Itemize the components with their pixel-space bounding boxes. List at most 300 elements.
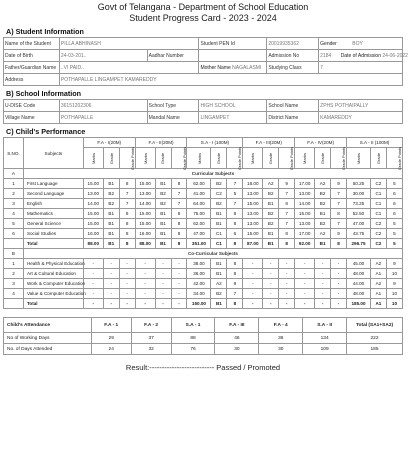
score-cell: B2: [263, 219, 279, 229]
score-cell: 8: [227, 299, 243, 309]
score-cell: 15.00: [243, 229, 263, 239]
cocurricular-header-title: Co-Curricular Subjects: [23, 249, 402, 259]
score-cell: B1: [211, 209, 227, 219]
score-cell: -: [83, 269, 103, 279]
performance-title: C) Child's Performance: [6, 127, 86, 136]
score-cell: -: [243, 269, 263, 279]
subheader-grade-points-text: Grade Points: [237, 146, 243, 170]
udise-label: U-DISE Code: [4, 100, 60, 112]
score-cell: A2: [211, 279, 227, 289]
assessment-header-fa3: F.A - III(20M): [243, 138, 295, 148]
father-label: Father/Guardian Name: [4, 62, 60, 74]
score-cell: 7: [119, 199, 135, 209]
score-cell: 50.25: [347, 179, 371, 189]
score-cell: 5: [386, 229, 402, 239]
score-cell: 52.50: [347, 209, 371, 219]
score-cell: 13.00: [243, 189, 263, 199]
doa-value: 24-06-2022: [382, 52, 408, 59]
row-sno: 6: [4, 229, 24, 239]
score-cell: B2: [103, 189, 119, 199]
score-cell: 9: [227, 279, 243, 289]
attendance-header: F.A - 1: [91, 318, 131, 333]
curricular-header-letter: A: [4, 169, 24, 179]
attendance-header: F.A - 4: [259, 318, 303, 333]
pen-label: Student PEN Id: [199, 38, 267, 50]
score-cell: -: [279, 289, 295, 299]
table-row: [4, 259, 403, 269]
progress-card: [3, 2, 408, 372]
table-row: [4, 289, 403, 299]
score-cell: -: [171, 259, 187, 269]
total-sno: [4, 239, 24, 249]
table-row: [4, 209, 403, 219]
score-cell: 9: [386, 279, 402, 289]
score-cell: 13.00: [243, 209, 263, 219]
curricular-total-row: [4, 239, 403, 249]
score-cell: 73.25: [347, 199, 371, 209]
attendance-value: 37: [131, 333, 171, 344]
attendance-header: F.A - 2: [131, 318, 171, 333]
row-sno: 4: [4, 289, 24, 299]
score-cell: -: [315, 279, 331, 289]
assessment-header-sa2: S.A - II (100M): [347, 138, 403, 148]
village-value: POTHAPALLE: [59, 112, 147, 124]
score-cell: 5: [386, 179, 402, 189]
score-cell: 15.00: [135, 209, 155, 219]
row-sno: 1: [4, 179, 24, 189]
gender-label: Gender: [320, 40, 337, 47]
attendance-value: 46: [215, 333, 259, 344]
score-cell: 10: [386, 269, 402, 279]
score-cell: 7: [119, 189, 135, 199]
attendance-table: [3, 317, 403, 355]
subheader-grade-points-text: Grade Points: [129, 146, 135, 170]
attendance-row-label: No of Working Days: [4, 333, 92, 344]
mother-value: NAGALASMI: [232, 64, 262, 71]
score-cell: 13.00: [243, 219, 263, 229]
score-cell: 8: [279, 239, 295, 249]
admission-value: 2184: [320, 52, 332, 59]
score-cell: B2: [211, 289, 227, 299]
header: [3, 2, 403, 24]
score-cell: 7: [331, 189, 347, 199]
score-cell: -: [279, 299, 295, 309]
table-row: [4, 279, 403, 289]
score-cell: 75.00: [187, 209, 211, 219]
score-cell: -: [135, 269, 155, 279]
score-cell: B1: [263, 199, 279, 209]
score-cell: -: [331, 259, 347, 269]
attendance-value: 109: [303, 344, 347, 355]
score-cell: -: [135, 289, 155, 299]
subheader-grade: [211, 148, 227, 169]
total-label: Total: [23, 239, 83, 249]
row-subject: General Science: [23, 219, 83, 229]
score-cell: 13.00: [135, 189, 155, 199]
score-cell: 5: [386, 239, 402, 249]
score-cell: 5: [227, 189, 243, 199]
score-cell: 10: [386, 289, 402, 299]
score-cell: 14.00: [135, 199, 155, 209]
score-cell: 62.00: [187, 219, 211, 229]
score-cell: A2: [315, 229, 331, 239]
pen-value: 20019935362: [267, 38, 319, 50]
dob-value: 24-03-201..: [60, 52, 87, 59]
admission-cell: [319, 50, 408, 62]
mother-cell: [199, 62, 267, 74]
score-cell: C1: [370, 199, 386, 209]
score-cell: C2: [211, 189, 227, 199]
score-cell: A2: [370, 259, 386, 269]
score-cell: B2: [211, 199, 227, 209]
school-name-value: ZPHS POTHAIPALLY: [319, 100, 403, 112]
assessment-header-fa2: F.A - II(20M): [135, 138, 187, 148]
cocurricular-header: [4, 249, 403, 259]
score-cell: B2: [315, 199, 331, 209]
score-cell: -: [83, 259, 103, 269]
score-cell: 7: [227, 179, 243, 189]
score-cell: -: [155, 259, 171, 269]
score-cell: 15.00: [135, 179, 155, 189]
address-value: POTHAPALLE LINGAMPET KAMAREDDY: [59, 74, 402, 86]
score-cell: 7: [331, 219, 347, 229]
score-cell: B1: [103, 219, 119, 229]
row-subject: Health & Physical Education: [23, 259, 83, 269]
udise-value: 36151202306: [59, 100, 147, 112]
admission-label: Admission No: [267, 50, 319, 62]
subheader-grade-text: Grade: [375, 152, 381, 164]
attendance-value: 185: [347, 344, 403, 355]
table-row: [4, 189, 403, 199]
score-cell: 42.00: [187, 279, 211, 289]
score-cell: -: [243, 289, 263, 299]
score-cell: -: [103, 259, 119, 269]
score-cell: 17.00: [295, 179, 315, 189]
subheader-grade: [263, 148, 279, 169]
school-info-table: [3, 99, 403, 124]
result-label: Result:: [125, 363, 150, 372]
row-sno: 4: [4, 209, 24, 219]
subheader-marks-text: Marks: [250, 152, 256, 164]
mandal-value: LINGAMPET: [199, 112, 267, 124]
row-sno: 1: [4, 259, 24, 269]
score-cell: 7: [227, 199, 243, 209]
score-cell: -: [295, 279, 315, 289]
assessment-header-sa1: S.A - I (100M): [187, 138, 243, 148]
score-cell: B1: [103, 179, 119, 189]
score-cell: 5: [386, 219, 402, 229]
score-cell: 351.00: [187, 239, 211, 249]
score-cell: 13.00: [295, 189, 315, 199]
score-cell: B2: [263, 189, 279, 199]
score-cell: -: [135, 299, 155, 309]
score-cell: -: [171, 289, 187, 299]
score-cell: 34.00: [187, 289, 211, 299]
score-cell: 8: [119, 209, 135, 219]
attendance-value: 24: [91, 344, 131, 355]
score-cell: 7: [331, 199, 347, 209]
score-cell: -: [83, 279, 103, 289]
score-cell: 150.00: [187, 299, 211, 309]
attendance-value: 134: [303, 333, 347, 344]
score-cell: -: [279, 259, 295, 269]
score-cell: -: [155, 299, 171, 309]
attendance-value: 222: [347, 333, 403, 344]
score-cell: -: [103, 279, 119, 289]
score-cell: 7: [279, 189, 295, 199]
subheader-grade-text: Grade: [108, 152, 114, 164]
score-cell: B1: [103, 209, 119, 219]
score-cell: 48.00: [347, 269, 371, 279]
score-cell: -: [295, 299, 315, 309]
score-cell: B1: [155, 209, 171, 219]
score-cell: -: [135, 259, 155, 269]
row-sno: 2: [4, 189, 24, 199]
attendance-header: F.A - III: [215, 318, 259, 333]
score-cell: -: [295, 259, 315, 269]
subheader-grade-text: Grade: [160, 152, 166, 164]
score-cell: -: [171, 279, 187, 289]
score-cell: 17.00: [295, 229, 315, 239]
score-cell: C2: [370, 219, 386, 229]
score-cell: 8: [227, 209, 243, 219]
score-cell: 7: [171, 189, 187, 199]
score-cell: -: [263, 259, 279, 269]
name-value: PILLA ABHINASH: [59, 38, 199, 50]
score-cell: 15.00: [83, 179, 103, 189]
score-cell: 64.00: [187, 199, 211, 209]
row-sno: 3: [4, 279, 24, 289]
score-cell: 6: [386, 189, 402, 199]
score-cell: -: [83, 289, 103, 299]
score-cell: B1: [315, 209, 331, 219]
row-sno: 5: [4, 219, 24, 229]
class-value: 7: [319, 62, 403, 74]
score-cell: -: [263, 269, 279, 279]
score-cell: -: [155, 289, 171, 299]
score-cell: -: [83, 299, 103, 309]
subheader-marks: [347, 148, 371, 169]
score-cell: 8: [171, 219, 187, 229]
score-cell: 8: [331, 209, 347, 219]
total-sno: [4, 299, 24, 309]
score-cell: -: [263, 289, 279, 299]
score-cell: 8: [171, 229, 187, 239]
table-row: [4, 179, 403, 189]
row-sno: 2: [4, 269, 24, 279]
school-type-label: School Type: [147, 100, 199, 112]
row-sno: 3: [4, 199, 24, 209]
score-cell: 45.00: [347, 259, 371, 269]
subheader-grade: [155, 148, 171, 169]
score-cell: -: [315, 269, 331, 279]
dob-aadhar-cell: [59, 50, 147, 62]
score-cell: 15.00: [83, 209, 103, 219]
father-value: ..VI PAID..: [59, 62, 199, 74]
row-subject: English: [23, 199, 83, 209]
subheader-grade-points-text: Grade Points: [289, 146, 295, 170]
score-cell: -: [119, 289, 135, 299]
score-cell: 9: [386, 259, 402, 269]
score-cell: 7: [279, 209, 295, 219]
score-cell: 8: [119, 239, 135, 249]
score-cell: 14.00: [295, 199, 315, 209]
address-label: Address: [4, 74, 60, 86]
subheader-grade-points: [171, 148, 187, 169]
subheader-marks: [83, 148, 103, 169]
score-cell: -: [155, 279, 171, 289]
score-cell: -: [103, 269, 119, 279]
attendance-value: 32: [131, 344, 171, 355]
school-name-label: School Name: [267, 100, 319, 112]
score-cell: -: [279, 279, 295, 289]
score-cell: 7: [227, 289, 243, 299]
score-cell: -: [331, 269, 347, 279]
performance-table: [3, 137, 403, 309]
subheader-grade-points: [279, 148, 295, 169]
score-cell: 8: [171, 179, 187, 189]
score-cell: 16.00: [135, 229, 155, 239]
score-cell: 8: [119, 219, 135, 229]
row-subject: Second Language: [23, 189, 83, 199]
score-cell: A1: [370, 289, 386, 299]
score-cell: C2: [370, 229, 386, 239]
table-row: [4, 219, 403, 229]
score-cell: 15.00: [83, 219, 103, 229]
attendance-row: [4, 344, 403, 355]
score-cell: 47.00: [187, 229, 211, 239]
score-cell: -: [243, 279, 263, 289]
score-cell: 15.00: [295, 209, 315, 219]
score-cell: 48.00: [347, 289, 371, 299]
attendance-header: S.A - 1: [171, 318, 215, 333]
result-dashes: --------------------------: [149, 363, 215, 372]
score-cell: -: [331, 289, 347, 299]
district-value: KAMAREDDY: [319, 112, 403, 124]
subheader-grade-text: Grade: [268, 152, 274, 164]
score-cell: 9: [331, 179, 347, 189]
table-row: [4, 229, 403, 239]
name-label: Name of the Student: [4, 38, 60, 50]
score-cell: B2: [155, 199, 171, 209]
score-cell: C2: [370, 239, 386, 249]
score-cell: -: [119, 259, 135, 269]
score-cell: A2: [370, 279, 386, 289]
curricular-header-title: Curricular Subjects: [23, 169, 402, 179]
score-cell: 87.00: [243, 239, 263, 249]
subheader-marks-text: Marks: [90, 152, 96, 164]
attendance-header: Child's Attendance: [4, 318, 92, 333]
score-cell: -: [119, 299, 135, 309]
gender-cell: [319, 38, 403, 50]
score-cell: 15.00: [135, 219, 155, 229]
attendance-value: 30: [259, 344, 303, 355]
score-cell: A2: [315, 179, 331, 189]
score-cell: 47.00: [347, 219, 371, 229]
dob-label: Date of Birth: [4, 50, 60, 62]
score-cell: -: [263, 299, 279, 309]
score-cell: C1: [370, 209, 386, 219]
score-cell: 6: [386, 209, 402, 219]
subheader-grade-points: [227, 148, 243, 169]
score-cell: C1: [211, 229, 227, 239]
score-cell: -: [315, 259, 331, 269]
score-cell: 9: [279, 179, 295, 189]
score-cell: 296.75: [347, 239, 371, 249]
score-cell: 14.00: [83, 199, 103, 209]
score-cell: 88.00: [135, 239, 155, 249]
score-cell: 9: [331, 229, 347, 239]
subheader-marks: [187, 148, 211, 169]
score-cell: -: [135, 279, 155, 289]
score-cell: 8: [227, 219, 243, 229]
attendance-row: [4, 333, 403, 344]
score-cell: 8: [279, 199, 295, 209]
score-cell: A2: [263, 179, 279, 189]
score-cell: B1: [315, 239, 331, 249]
score-cell: 62.00: [187, 179, 211, 189]
row-subject: Social Studies: [23, 229, 83, 239]
subheader-marks-text: Marks: [196, 152, 202, 164]
subheader-grade-points-text: Grade Points: [341, 146, 347, 170]
cocurricular-total-row: [4, 299, 403, 309]
score-cell: 8: [227, 269, 243, 279]
subheader-marks-text: Marks: [355, 152, 361, 164]
subheader-marks-text: Marks: [302, 152, 308, 164]
score-cell: -: [243, 299, 263, 309]
score-cell: B1: [211, 299, 227, 309]
score-cell: C1: [211, 239, 227, 249]
score-cell: B1: [211, 259, 227, 269]
mother-label: Mother Name: [200, 64, 231, 71]
aadhar-value: [199, 50, 267, 62]
student-info-title: A) Student Information: [6, 27, 84, 36]
attendance-value: 76: [171, 344, 215, 355]
subheader-grade: [315, 148, 331, 169]
result-value: Passed / Promoted: [216, 363, 281, 372]
assessment-header-fa1: F.A - I(20M): [83, 138, 135, 148]
score-cell: -: [295, 269, 315, 279]
score-cell: 8: [119, 229, 135, 239]
score-cell: -: [263, 279, 279, 289]
score-cell: 8: [279, 229, 295, 239]
attendance-value: 36: [259, 333, 303, 344]
score-cell: 36.00: [187, 269, 211, 279]
district-label: District Name: [267, 112, 319, 124]
attendance-value: 30: [215, 344, 259, 355]
row-subject: Art & Cultural Education: [23, 269, 83, 279]
attendance-header: S.A - II: [303, 318, 347, 333]
score-cell: -: [103, 289, 119, 299]
subheader-grade-points: [119, 148, 135, 169]
score-cell: 6: [386, 199, 402, 209]
row-subject: Value & Computer Education: [23, 289, 83, 299]
score-cell: 30.00: [347, 189, 371, 199]
score-cell: -: [243, 259, 263, 269]
score-cell: B1: [211, 219, 227, 229]
score-cell: -: [331, 299, 347, 309]
score-cell: -: [331, 279, 347, 289]
score-cell: 10: [386, 299, 402, 309]
cocurricular-header-letter: B: [4, 249, 24, 259]
score-cell: B2: [155, 189, 171, 199]
subheader-marks-text: Marks: [142, 152, 148, 164]
subheader-marks: [295, 148, 315, 169]
score-cell: 38.00: [187, 259, 211, 269]
subheader-grade-points-text: Grade Points: [397, 146, 403, 170]
assessment-header-fa4: F.A - IV(20M): [295, 138, 347, 148]
class-label: Studying Class: [267, 62, 319, 74]
